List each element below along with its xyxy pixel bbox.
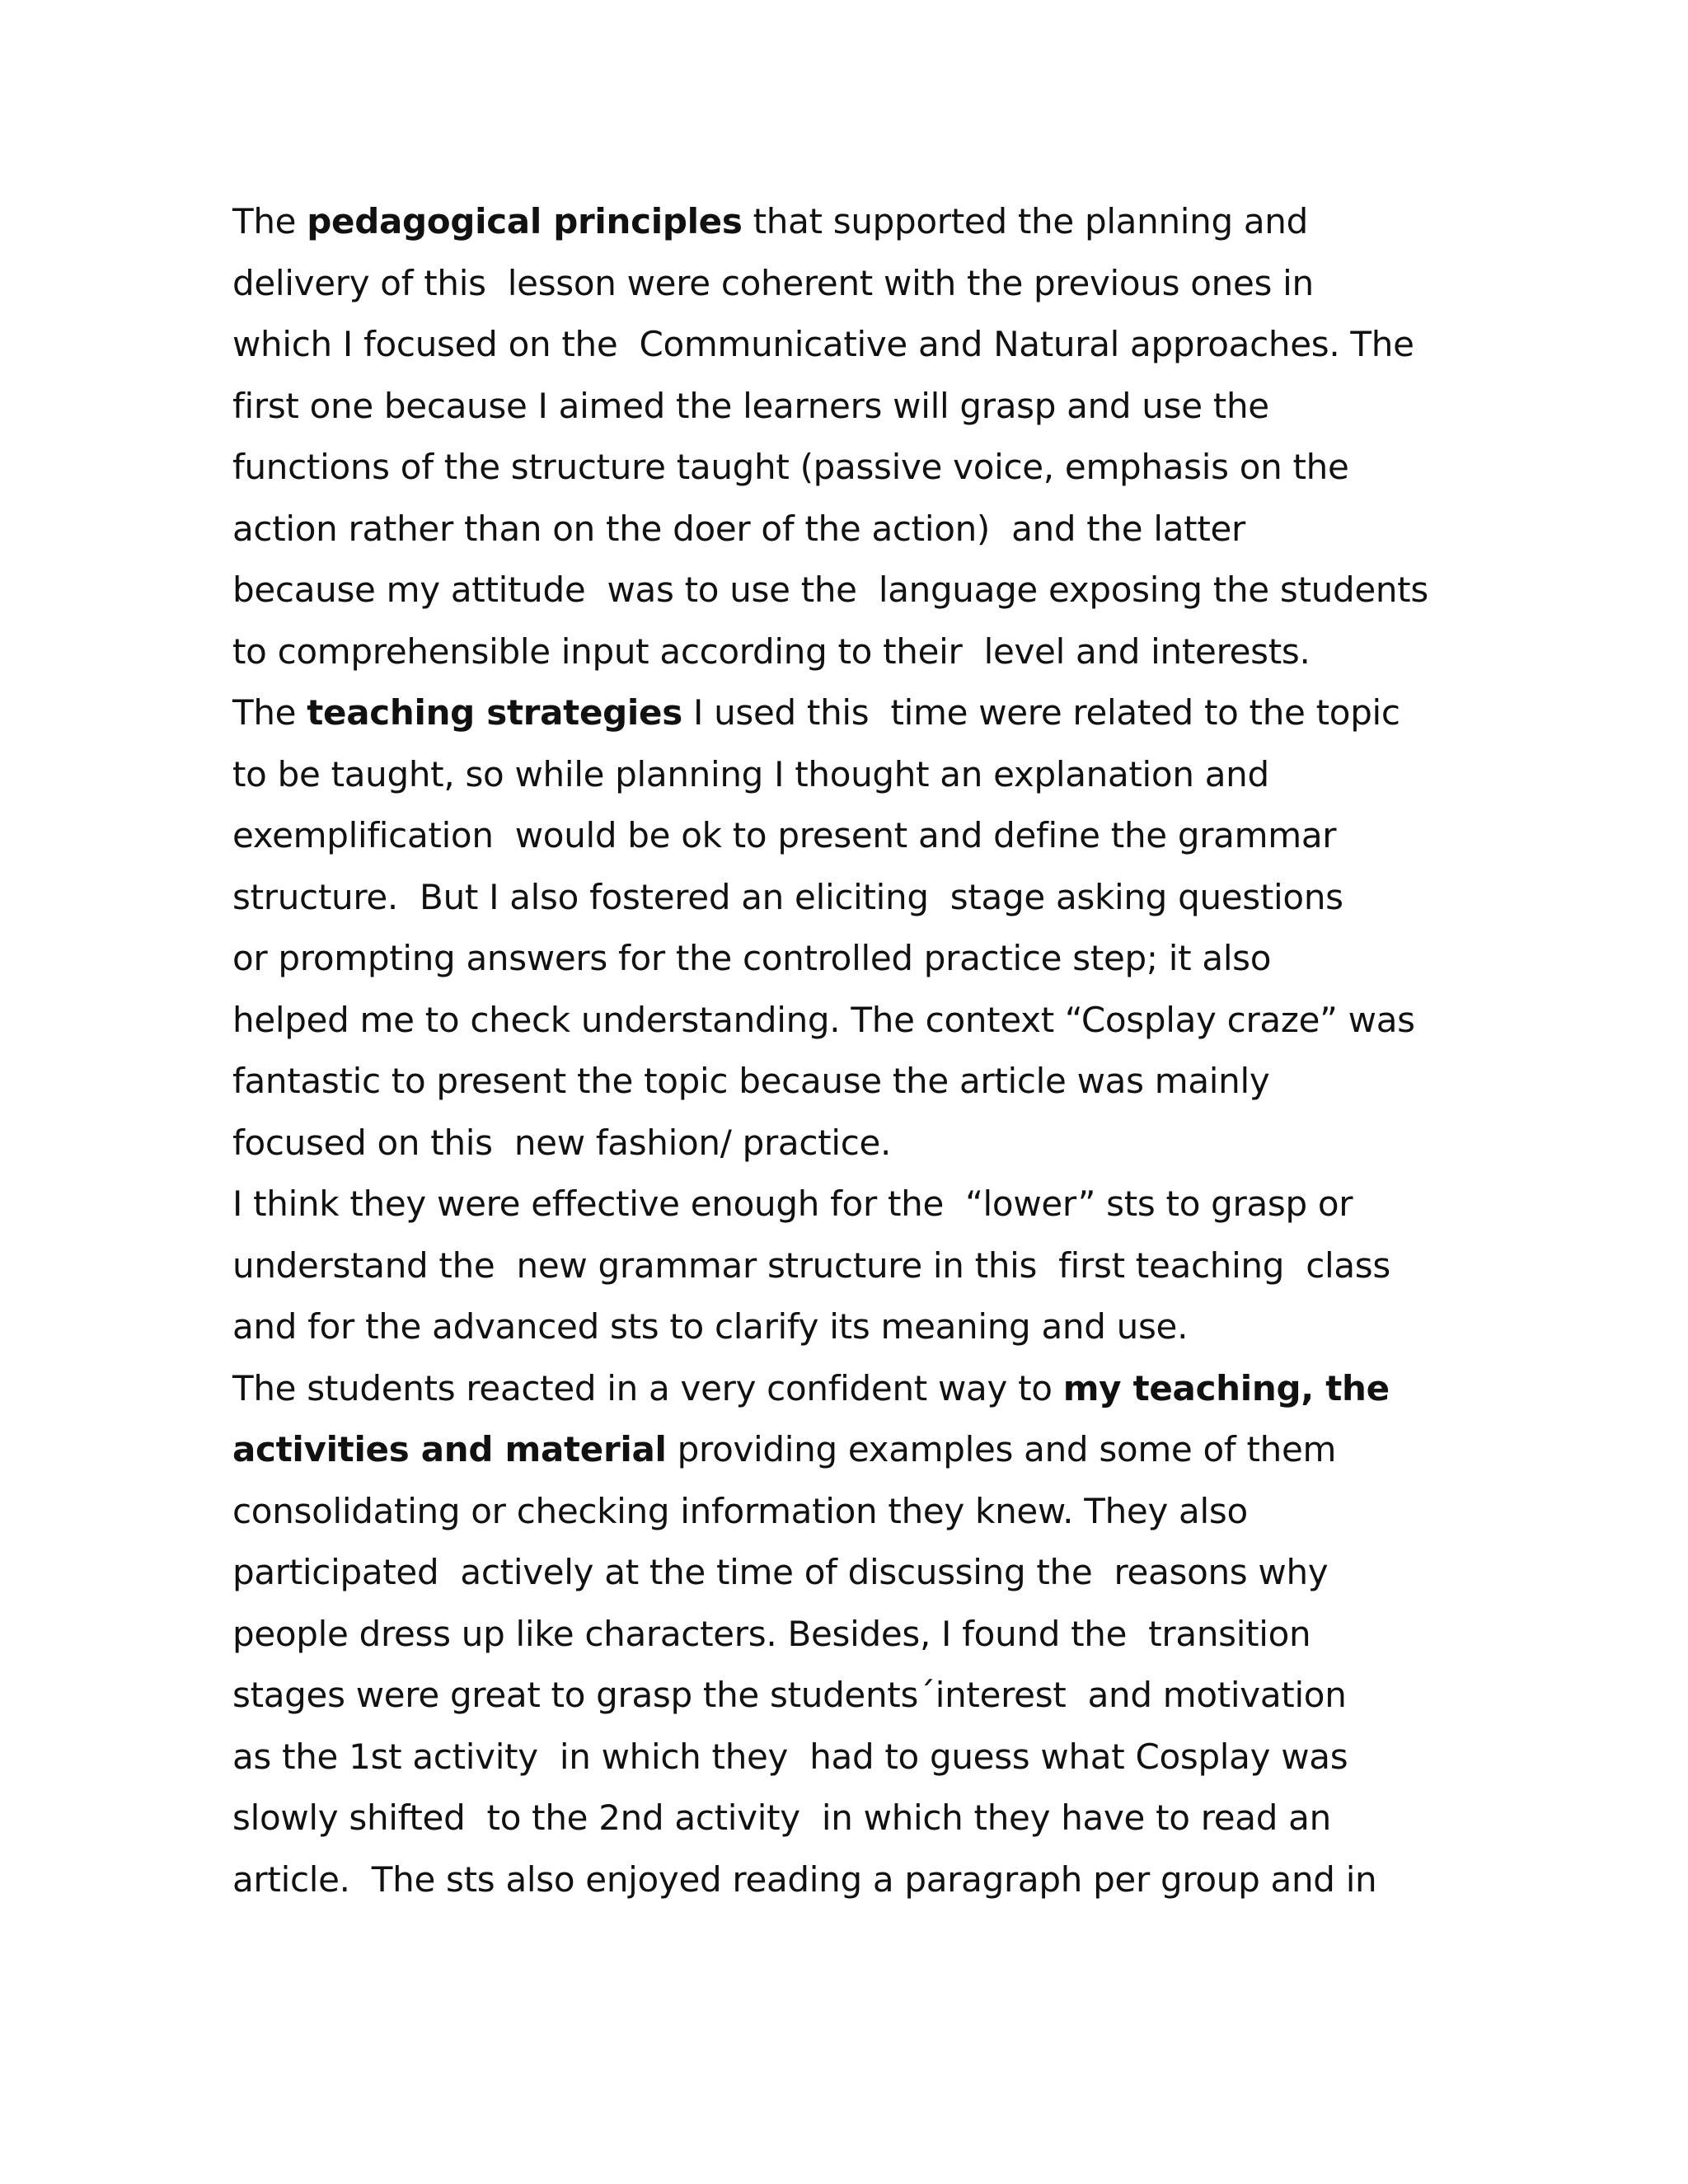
text-run: as the 1st activity in which they had to guess what Cosplay was — [232, 1736, 1348, 1777]
body-text — [232, 191, 1518, 1910]
text-run: understand the new grammar structure in this first teaching class — [232, 1244, 1390, 1286]
text-line — [232, 744, 1518, 806]
text-run: I think they were effective enough for the “lower” sts to grasp or — [232, 1183, 1353, 1224]
text-run: because my attitude was to use the language exposing the students — [232, 569, 1428, 610]
text-line — [232, 1481, 1518, 1543]
text-line — [232, 621, 1518, 683]
bold-phrase: activities and material — [232, 1429, 667, 1469]
text-run: that supported the planning and — [742, 201, 1308, 241]
text-run: and for the advanced sts to clarify its meaning and use. — [232, 1306, 1189, 1347]
text-run: fantastic to present the topic because the article was mainly — [232, 1061, 1270, 1101]
text-line — [232, 1296, 1518, 1358]
text-line — [232, 1727, 1518, 1788]
text-run: which I focused on the Communicative and Natural approaches. The — [232, 324, 1414, 364]
text-run: first one because I aimed the learners will grasp and use the — [232, 385, 1269, 426]
text-run: The — [232, 692, 307, 733]
bold-phrase: teaching strategies — [307, 692, 682, 733]
text-run: exemplification would be ok to present and define the grammar — [232, 815, 1337, 855]
text-line — [232, 1788, 1518, 1849]
text-line — [232, 867, 1518, 929]
text-run: consolidating or checking information they knew. They also — [232, 1490, 1248, 1531]
text-line — [232, 1665, 1518, 1727]
text-line — [232, 928, 1518, 990]
text-line — [232, 1849, 1518, 1911]
text-line — [232, 1419, 1518, 1481]
text-run: or prompting answers for the controlled practice step; it also — [232, 938, 1272, 978]
text-run: functions of the structure taught (passive voice, emphasis on the — [232, 447, 1349, 487]
text-run: to comprehensible input according to their level and interests. — [232, 630, 1311, 672]
text-run: helped me to check understanding. The context “Cosplay craze” was — [232, 999, 1415, 1040]
text-run: The — [232, 201, 307, 241]
text-run: slowly shifted to the 2nd activity in which they have to read an — [232, 1797, 1331, 1838]
text-run: The students reacted in a very confident way to — [232, 1367, 1063, 1408]
text-line — [232, 990, 1518, 1052]
text-line — [232, 1358, 1518, 1420]
text-run: focused on this new fashion/ practice. — [232, 1122, 892, 1163]
text-line — [232, 1174, 1518, 1235]
bold-phrase: my teaching, the — [1062, 1367, 1390, 1408]
text-line — [232, 560, 1518, 621]
text-run: structure. But I also fostered an eliciting stage asking questions — [232, 876, 1343, 917]
text-line — [232, 437, 1518, 499]
text-run: participated actively at the time of discussing the reasons why — [232, 1552, 1329, 1592]
text-run: action rather than on the doer of the action) and the latter — [232, 508, 1246, 549]
text-run: I used this time were related to the topic — [682, 692, 1400, 733]
text-run: delivery of this lesson were coherent with the previous ones in — [232, 262, 1314, 303]
text-line — [232, 1235, 1518, 1297]
text-line — [232, 191, 1518, 253]
text-line — [232, 1604, 1518, 1666]
text-line — [232, 314, 1518, 376]
text-run: people dress up like characters. Besides, I found the transition — [232, 1613, 1311, 1654]
text-line — [232, 253, 1518, 315]
text-line — [232, 1051, 1518, 1113]
text-line — [232, 1113, 1518, 1174]
bold-phrase: pedagogical principles — [307, 201, 743, 241]
text-line — [232, 376, 1518, 438]
text-line — [232, 499, 1518, 560]
text-run: stages were great to grasp the students´interest and motivation — [232, 1675, 1347, 1715]
text-line — [232, 805, 1518, 867]
text-line — [232, 682, 1518, 744]
text-run: article. The sts also enjoyed reading a paragraph per group and in — [232, 1858, 1377, 1900]
text-line — [232, 1542, 1518, 1604]
text-run: providing examples and some of them — [666, 1429, 1337, 1469]
text-run: to be taught, so while planning I thought an explanation and — [232, 753, 1269, 794]
